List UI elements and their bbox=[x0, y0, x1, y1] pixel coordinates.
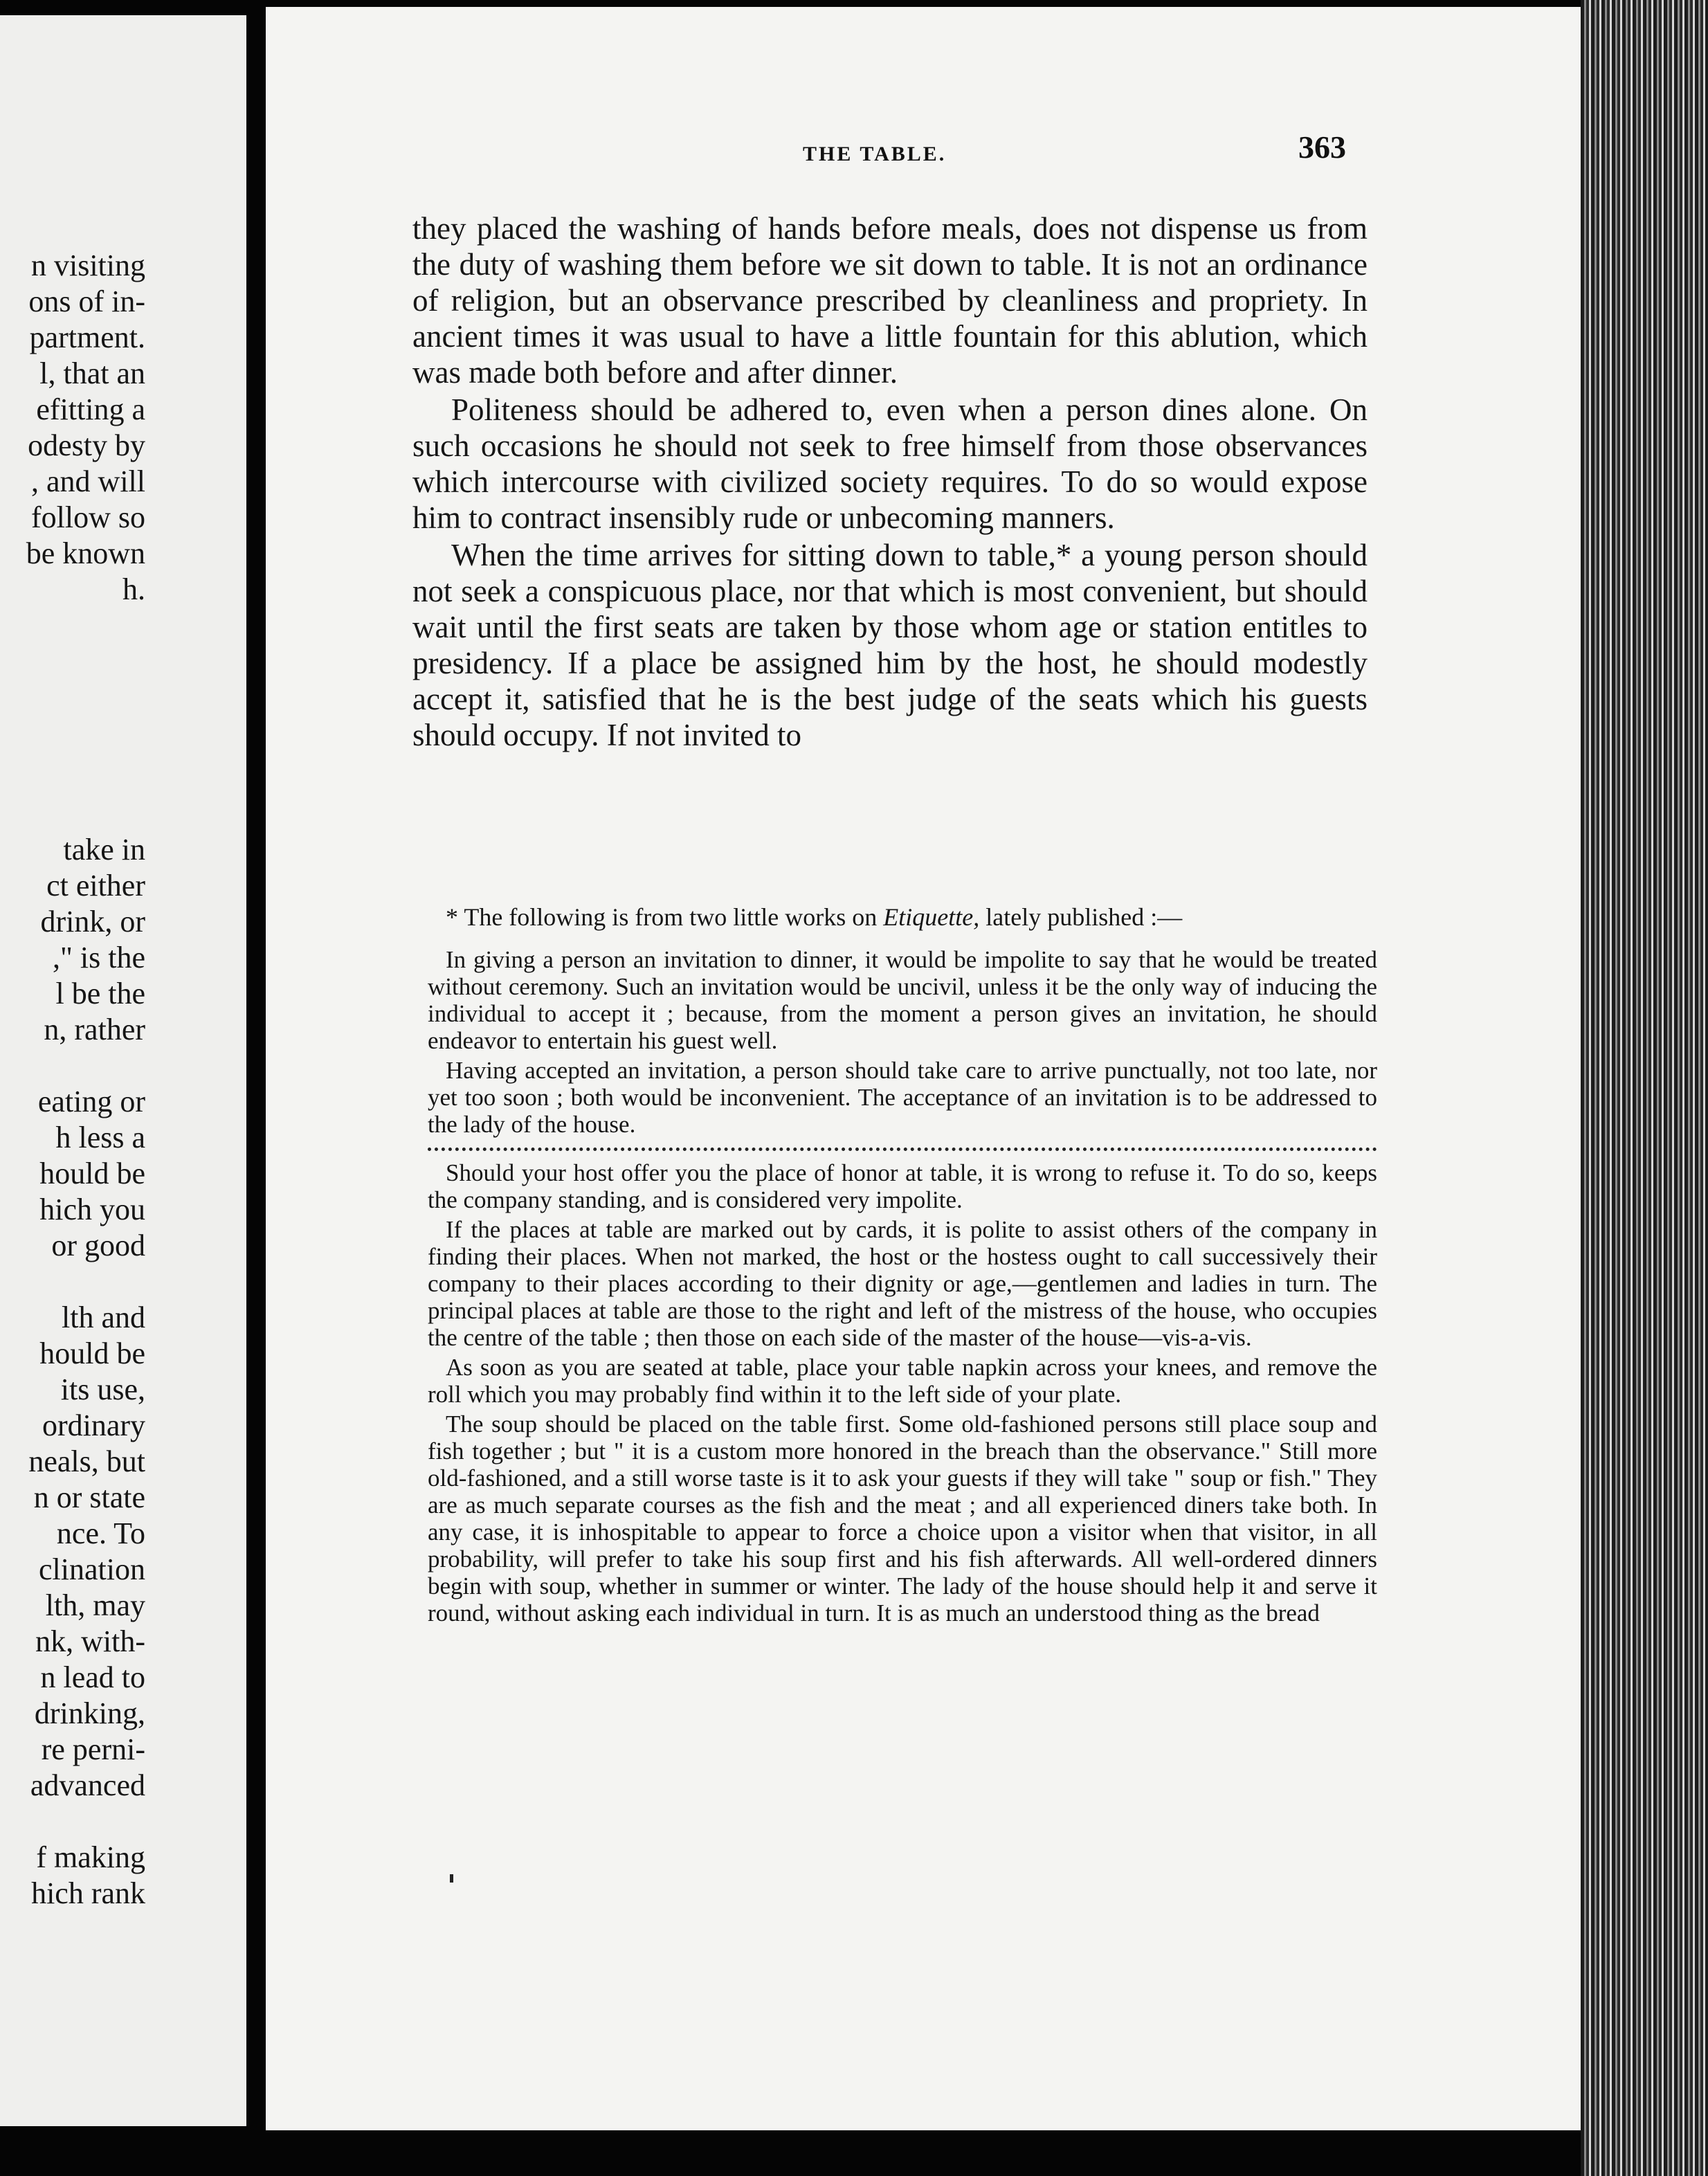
left-page-fragment: hould be bbox=[39, 1157, 145, 1190]
left-page-fragment: l be the bbox=[55, 977, 145, 1010]
footnote-intro-title: Etiquette, bbox=[883, 903, 980, 931]
page-number: 363 bbox=[1298, 129, 1346, 165]
left-page-fragment: hich you bbox=[39, 1193, 145, 1226]
left-page-fragment: ons of in- bbox=[28, 284, 145, 318]
left-page-fragment: nk, with- bbox=[35, 1624, 145, 1658]
left-page-fragment: n, rather bbox=[44, 1013, 145, 1046]
body-paragraph: they placed the washing of hands before meals, does not dispense us from the duty of washing them before we sit down to table. It is not an ordinance of religion, but an observance prescribed by cleanliness and propriety. In ancient times it was usual to have a little fountain for this ablution, which was made both before and after dinner. bbox=[412, 211, 1368, 390]
left-page-fragment: lth and bbox=[62, 1300, 145, 1334]
left-page-fragment: lth, may bbox=[45, 1588, 145, 1622]
footnote-intro-text: * The following is from two little works on bbox=[446, 903, 884, 931]
left-page-fragment: , and will bbox=[31, 464, 145, 498]
left-page-fragment: take in bbox=[63, 833, 145, 867]
left-page-fragment: l, that an bbox=[39, 356, 145, 390]
left-page-fragment: eating or bbox=[37, 1085, 145, 1118]
left-page-fragment: neals, but bbox=[28, 1444, 145, 1478]
footnote-paragraph: Having accepted an invitation, a person should take care to arrive punctually, not too late, nor yet too soon ; both would be inconvenient. The acceptance of an invitation is to be addressed to the lady of the house. bbox=[428, 1057, 1377, 1138]
stray-ink-mark bbox=[450, 1874, 453, 1883]
body-paragraph: Politeness should be adhered to, even when a person dines alone. On such occasions he should not seek to free himself from those observances which intercourse with civilized society requires. To do so would expose him to contract insensibly rude or unbecoming manners. bbox=[412, 392, 1368, 535]
right-page bbox=[266, 7, 1581, 2130]
footnote-paragraph: Should your host offer you the place of honor at table, it is wrong to refuse it. To do so, keeps the company standing, and is considered very impolite. bbox=[428, 1159, 1377, 1213]
left-page-fragment: drinking, bbox=[34, 1696, 145, 1730]
main-body-text bbox=[412, 210, 1368, 754]
body-paragraph: When the time arrives for sitting down to table,* a young person should not seek a conspicuous place, nor that which is most convenient, but should wait until the first seats are taken by those whom age or station entitles to presidency. If a place be assigned him by the host, he should modestly accept it, satisfied that he is the best judge of the seats which his guests should occupy. If not invited to bbox=[412, 538, 1368, 752]
left-page-fragment: n lead to bbox=[40, 1660, 145, 1694]
left-page-fragment: ordinary bbox=[42, 1408, 145, 1442]
footnote-intro bbox=[428, 904, 1377, 931]
left-page-fragment: or good bbox=[51, 1228, 145, 1262]
left-page-fragment: hould be bbox=[39, 1336, 145, 1370]
footnote-intro-text-end: lately published :— bbox=[979, 903, 1183, 931]
left-page-fragment: n visiting bbox=[30, 248, 145, 282]
book-gutter bbox=[246, 0, 266, 2176]
footnote-dotted-divider bbox=[428, 1148, 1377, 1151]
left-page-fragment: efitting a bbox=[36, 392, 145, 426]
left-page-fragment: f making bbox=[36, 1840, 145, 1874]
left-page-fragment: advanced bbox=[30, 1768, 145, 1802]
left-page-fragment: drink, or bbox=[40, 905, 145, 939]
left-page-fragment: clination bbox=[39, 1552, 145, 1586]
left-page-fragment: re perni- bbox=[41, 1732, 145, 1766]
footnote bbox=[428, 904, 1377, 1629]
left-page-fragment: partment. bbox=[29, 320, 145, 354]
book-page-edges bbox=[1581, 0, 1708, 2176]
left-page-fragment: be known bbox=[26, 536, 145, 570]
left-page-fragment: odesty by bbox=[28, 428, 145, 462]
left-page-fragment: its use, bbox=[60, 1372, 145, 1406]
running-head: THE TABLE. bbox=[803, 143, 947, 165]
footnote-paragraph: The soup should be placed on the table first. Some old-fashioned persons still place soup and fish together ; but " it is a custom more honored in the breach than the observance." Still more old-fashioned, and a still worse taste is it to ask your guests if they will take " soup or fish." They are as much separate courses as the fish and the meat ; and all experienced diners take both. In any case, it is inhospitable to appear to force a choice upon a visitor when that visitor, in all probability, will prefer to take his soup first and his fish afterwards. All well-ordered dinners begin with soup, whether in summer or winter. The lady of the house should help it and serve it round, without asking each individual in turn. It is as much an understood thing as the bread bbox=[428, 1411, 1377, 1626]
left-page-fragment: ct either bbox=[46, 869, 145, 903]
left-page-fragment: nce. To bbox=[56, 1516, 145, 1550]
left-page-fragment: follow so bbox=[31, 500, 145, 534]
left-page-fragment: h. bbox=[122, 572, 145, 606]
left-page-fragment: n or state bbox=[33, 1480, 145, 1514]
left-page-fragment: ," is the bbox=[52, 941, 145, 974]
footnote-paragraph: In giving a person an invitation to dinner, it would be impolite to say that he would be treated without ceremony. Such an invitation would be uncivil, unless it be the only way of inducing the individual to accept it ; because, from the moment a person gives an invitation, he should endeavor to entertain his guest well. bbox=[428, 946, 1377, 1054]
left-page bbox=[0, 15, 246, 2126]
footnote-paragraph: As soon as you are seated at table, place your table napkin across your knees, and remove the roll which you may probably find within it to the left side of your plate. bbox=[428, 1354, 1377, 1408]
left-page-fragment: h less a bbox=[55, 1121, 145, 1154]
left-page-fragment: hich rank bbox=[31, 1876, 145, 1910]
footnote-paragraph: If the places at table are marked out by cards, it is polite to assist others of the company in finding their places. When not marked, the host or the hostess ought to call successively their company to their places according to their dignity or age,—gentlemen and ladies in turn. The principal places at table are those to the right and left of the mistress of the house, who occupies the centre of the table ; then those on each side of the master of the house—vis-a-vis. bbox=[428, 1216, 1377, 1351]
